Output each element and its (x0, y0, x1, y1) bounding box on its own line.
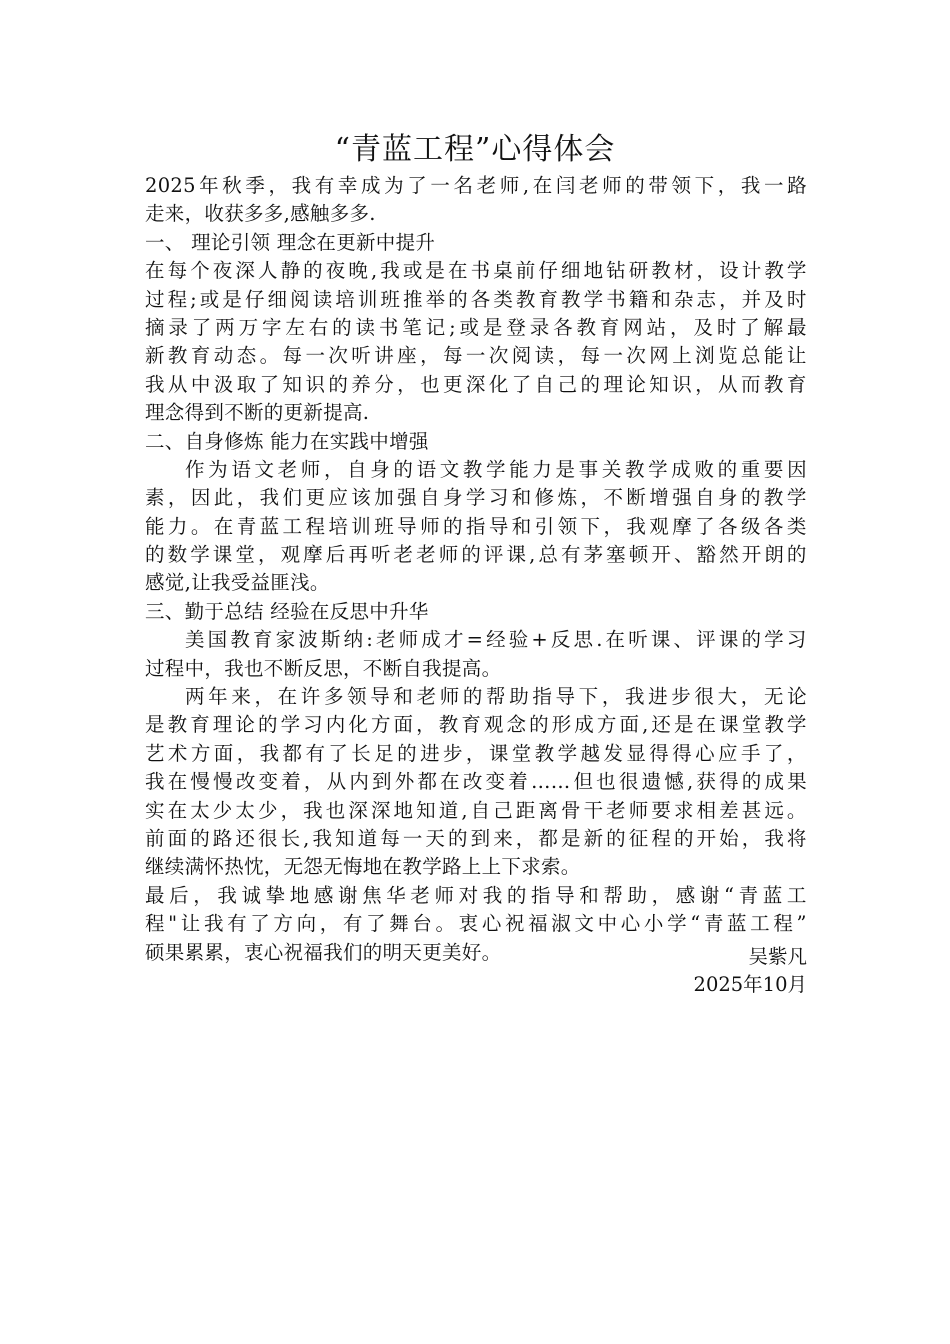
text-line: 硕果累累，衷心祝福我们的明天更美好。 (145, 940, 502, 964)
text-line: 二、自身修炼 能力在实践中增强 (145, 429, 429, 453)
text-line: 我 从 中 汲 取 了 知 识 的 养 分 ， 也 更 深 化 了 自 己 的 理 论 知 识 ， 从 而 教 育 (145, 372, 807, 396)
text-line: 素 ， 因 此 ， 我 们 更 应 该 加 强 自 身 学 习 和 修 炼 ， 不 断 增 强 自 身 的 教 学 (145, 486, 807, 510)
text-line: 继续满怀热忱，无怨无悔地在教学路上上下求索。 (145, 855, 581, 879)
text-line: 作 为 语 文 老 师 ， 自 身 的 语 文 教 学 能 力 是 事 关 教 学 成 败 的 重 要 因 (185, 457, 807, 481)
text-line: 2025 年 秋 季 ， 我 有 幸 成 为 了 一 名 老 师 , 在 闫 老 师 的 带 领 下 ， 我 一 路 (145, 174, 807, 197)
text-line: 走来，收获多多,感触多多. (145, 202, 376, 226)
text-line: 一、 理论引领 理念在更新中提升 (145, 230, 436, 254)
text-line: 最 后 ， 我 诚 挚 地 感 谢 焦 华 老 师 对 我 的 指 导 和 帮 助 ， 感 谢 “ 青 蓝 工 (145, 883, 807, 907)
text-line: 过程中，我也不断反思，不断自我提高。 (145, 656, 502, 680)
text-line: 能 力 。 在 青 蓝 工 程 培 训 班 导 师 的 指 导 和 引 领 下 ， 我 观 摩 了 各 级 各 类 (145, 514, 807, 538)
text-line: 是 教 育 理 论 的 学 习 内 化 方 面 ， 教 育 观 念 的 形 成 方 面 , 还 是 在 课 堂 教 学 (145, 713, 807, 737)
text-line: 艺 术 方 面 ， 我 都 有 了 长 足 的 进 步 ， 课 堂 教 学 越 发 显 得 得 心 应 手 了 ， (145, 741, 807, 765)
document-title: “青蓝工程”心得体会 (334, 132, 616, 167)
text-line: 程 " 让 我 有 了 方 向 ， 有 了 舞 台 。 衷 心 祝 福 淑 文 中 心 小 学 “ 青 蓝 工 程 ” (145, 912, 807, 936)
text-line: 美 国 教 育 家 波 斯 纳 : 老 师 成 才 = 经 验 + 反 思 . 在 听 课 、 评 课 的 学 习 (185, 628, 807, 652)
signature-block (694, 943, 807, 1000)
signature-date: 2025年10月 (693, 973, 807, 997)
text-line: 摘 录 了 两 万 字 左 右 的 读 书 笔 记 ; 或 是 登 录 各 教 育 网 站 ， 及 时 了 解 最 (145, 315, 807, 339)
author-name: 吴紫凡 (748, 945, 807, 968)
text-line: 感觉,让我受益匪浅。 (145, 571, 330, 595)
text-line: 实 在 太 少 太 少 ， 我 也 深 深 地 知 道 , 自 己 距 离 骨 干 老 师 要 求 相 差 甚 远 。 (145, 798, 807, 822)
text-line: 三、勤于总结 经验在反思中升华 (145, 599, 429, 623)
text-line: 我 在 慢 慢 改 变 着 ， 从 内 到 外 都 在 改 变 着 …… 但 也 很 遗 憾 , 获 得 的 成 果 (145, 770, 807, 794)
text-line: 两 年 来 ， 在 许 多 领 导 和 老 师 的 帮 助 指 导 下 ， 我 进 步 很 大 ， 无 论 (185, 685, 807, 709)
text-line: 新 教 育 动 态 。 每 一 次 听 讲 座 ， 每 一 次 阅 读 ， 每 一 次 网 上 浏 览 总 能 让 (145, 344, 807, 368)
text-line: 过 程 ; 或 是 仔 细 阅 读 培 训 班 推 举 的 各 类 教 育 教 学 书 籍 和 杂 志 ， 并 及 时 (145, 287, 807, 311)
text-line: 理念得到不断的更新提高. (145, 401, 370, 425)
text-line: 前 面 的 路 还 很 长 , 我 知 道 每 一 天 的 到 来 ， 都 是 新 的 征 程 的 开 始 ， 我 将 (145, 826, 807, 850)
document-body (145, 172, 807, 967)
text-line: 在 每 个 夜 深 人 静 的 夜 晚 , 我 或 是 在 书 桌 前 仔 细 地 钻 研 教 材 ， 设 计 教 学 (145, 259, 807, 283)
text-line: 的 数 学 课 堂 ， 观 摩 后 再 听 老 老 师 的 评 课 , 总 有 茅 塞 顿 开 、 豁 然 开 朗 的 (145, 543, 807, 567)
